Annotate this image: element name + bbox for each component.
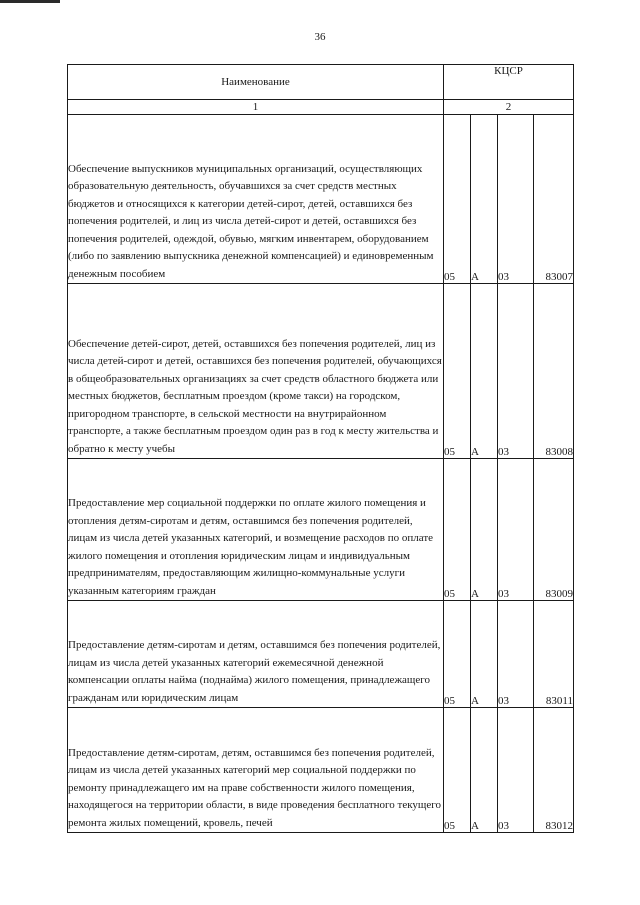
row-code-program: 05: [444, 284, 471, 459]
row-name: Обеспечение выпускников муниципальных организаций, осуществляющих образовательную деятельность, обучавшихся за счет средств местных бюджетов и относящихся к категории детей-сирот, детей, оставшихся без попечения родителей, и лиц из числа детей-сирот и детей, оставшихся без попечения родителей, одеждой, обувью, мягким инвентарем, оборудованием (либо по заявлению выпускника денежной компенсацией) и единовременным денежным пособием: [68, 115, 444, 284]
row-code-subprogram: А: [471, 115, 498, 284]
row-name: Предоставление мер социальной поддержки по оплате жилого помещения и отопления детям-сиротам и детям, оставшимся без попечения родителей, лицам из числа детей указанных категорий, и возмещение расходов по оплате жилого помещения и отопления юридическим лицам и индивидуальным предпринимателям, предоставляющим жилищно-коммунальные услуги указанным категориям граждан: [68, 459, 444, 601]
column-number-row: [68, 100, 574, 115]
table-row: [68, 708, 574, 833]
row-code-subprogram: А: [471, 459, 498, 601]
row-code-direction: 83007: [534, 115, 574, 284]
row-code-event: 03: [498, 115, 534, 284]
table-row: [68, 459, 574, 601]
header-row: [68, 65, 574, 100]
scan-edge-mark: [0, 0, 60, 3]
row-code-program: 05: [444, 459, 471, 601]
budget-classification-table: [67, 64, 574, 833]
table-row: [68, 115, 574, 284]
row-code-program: 05: [444, 708, 471, 833]
row-code-program: 05: [444, 115, 471, 284]
row-code-subprogram: А: [471, 284, 498, 459]
row-code-direction: 83008: [534, 284, 574, 459]
table-row: [68, 284, 574, 459]
table-row: [68, 601, 574, 708]
row-code-event: 03: [498, 459, 534, 601]
row-code-event: 03: [498, 708, 534, 833]
row-code-subprogram: А: [471, 601, 498, 708]
row-code-direction: 83011: [534, 601, 574, 708]
row-code-direction: 83012: [534, 708, 574, 833]
row-code-direction: 83009: [534, 459, 574, 601]
row-name: Обеспечение детей-сирот, детей, оставшихся без попечения родителей, лиц из числа детей-сирот и детей, оставшихся без попечения родителей, обучающихся в общеобразовательных организациях за счет средств областного бюджета или местных бюджетов, бесплатным проездом (кроме такси) на городском, пригородном транспорте, в сельской местности на внутрирайонном транспорте, а также бесплатным проездом один раз в год к месту жительства и обратно к месту учебы: [68, 284, 444, 459]
header-name: Наименование: [68, 65, 444, 100]
row-name: Предоставление детям-сиротам и детям, оставшимся без попечения родителей, лицам из числа детей указанных категорий ежемесячной денежной компенсации оплаты найма (поднайма) жилого помещения, принадлежащего гражданам или юридическим лицам: [68, 601, 444, 708]
header-kcsr: КЦСР: [444, 65, 574, 100]
row-name: Предоставление детям-сиротам, детям, оставшимся без попечения родителей, лицам из числа детей указанных категорий мер социальной поддержки по ремонту принадлежащего им на праве собственности жилого помещения, находящегося на территории области, в виде проведения бесплатного текущего ремонта жилых помещений, кровель, печей: [68, 708, 444, 833]
row-code-event: 03: [498, 601, 534, 708]
column-number-name: 1: [68, 100, 444, 115]
row-code-event: 03: [498, 284, 534, 459]
page-number: 36: [314, 31, 326, 43]
row-code-subprogram: А: [471, 708, 498, 833]
column-number-kcsr: 2: [444, 100, 574, 115]
row-code-program: 05: [444, 601, 471, 708]
